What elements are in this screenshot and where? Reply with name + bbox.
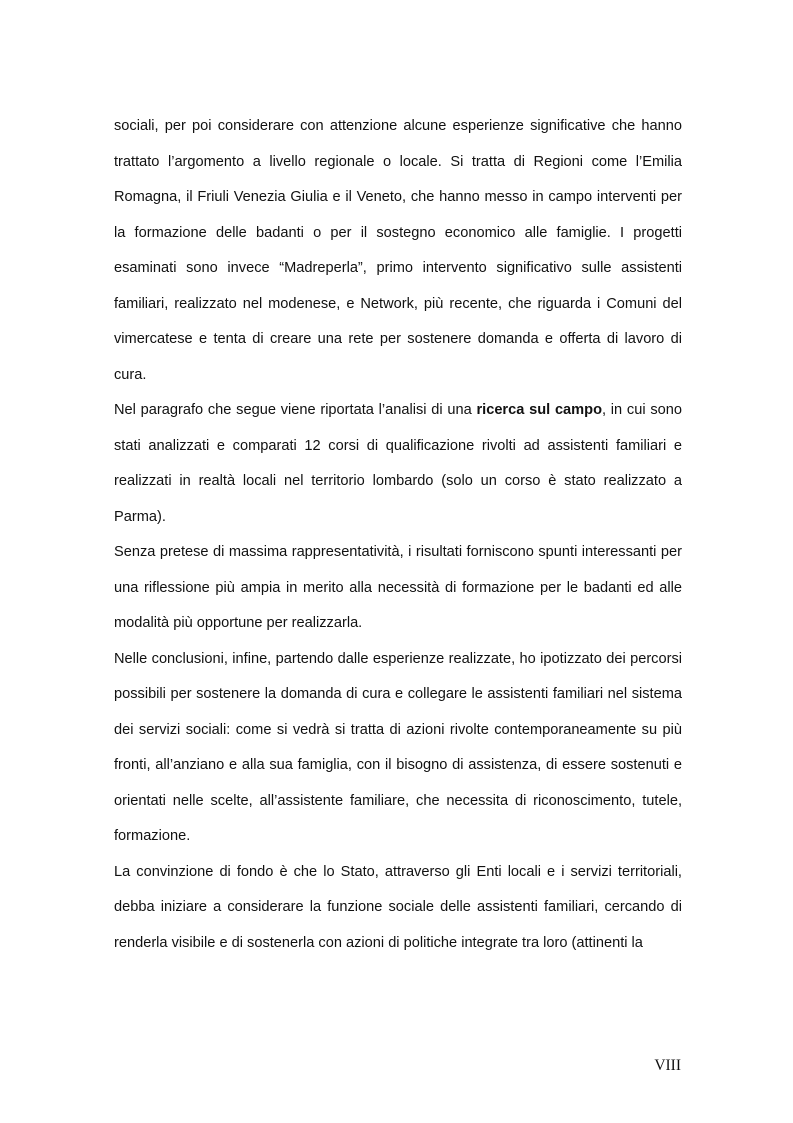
page-number: VIII <box>654 1057 681 1074</box>
paragraph-5: La convinzione di fondo è che lo Stato, attraverso gli Enti locali e i servizi territoriali, debba iniziare a considerare la funzione sociale delle assistenti familiari, cercando di renderla visibile e di sostenerla con azioni di politiche integrate tra loro (attinenti la <box>114 863 682 951</box>
paragraph-1: sociali, per poi considerare con attenzione alcune esperienze significative che hanno trattato l’argomento a livello regionale o locale. Si tratta di Regioni come l’Emilia Romagna, il Friuli Venezia Giulia e il Veneto, che hanno messo in campo interventi per la formazione delle badanti o per il sostegno economico alle famiglie. I progetti esaminati sono invece “Madreperla”, primo intervento significativo sulle assistenti familiari, realizzato nel modenese, e Network, più recente, che riguarda i Comuni del vimercatese e tenta di creare una rete per sostenere domanda e offerta di lavoro di cura. <box>114 118 682 383</box>
paragraph-2 <box>114 393 682 535</box>
bold-phrase: ricerca sul campo <box>476 402 602 418</box>
body-text <box>114 109 682 961</box>
paragraph-2-start: Nel paragrafo che segue viene riportata l’analisi di una <box>114 402 477 418</box>
paragraph-4: Nelle conclusioni, infine, partendo dalle esperienze realizzate, ho ipotizzato dei percorsi possibili per sostenere la domanda di cura e collegare le assistenti familiari nel sistema dei servizi sociali: come si vedrà si tratta di azioni rivolte contemporaneamente su più fronti, all’anziano e alla sua famiglia, con il bisogno di assistenza, di essere sostenuti e orientati nelle scelte, all’assistente familiare, che necessita di riconoscimento, tutele, formazione. <box>114 650 682 844</box>
paragraph-2-end: , in cui sono stati analizzati e comparati 12 corsi di qualificazione rivolti ad assistenti familiari e realizzati in realtà locali nel territorio lombardo (solo un corso è stato realizzato a Parma). <box>114 402 682 525</box>
paragraph-3: Senza pretese di massima rappresentatività, i risultati forniscono spunti interessanti per una riflessione più ampia in merito alla necessità di formazione per le badanti ed alle modalità più opportune per realizzarla. <box>114 544 682 631</box>
